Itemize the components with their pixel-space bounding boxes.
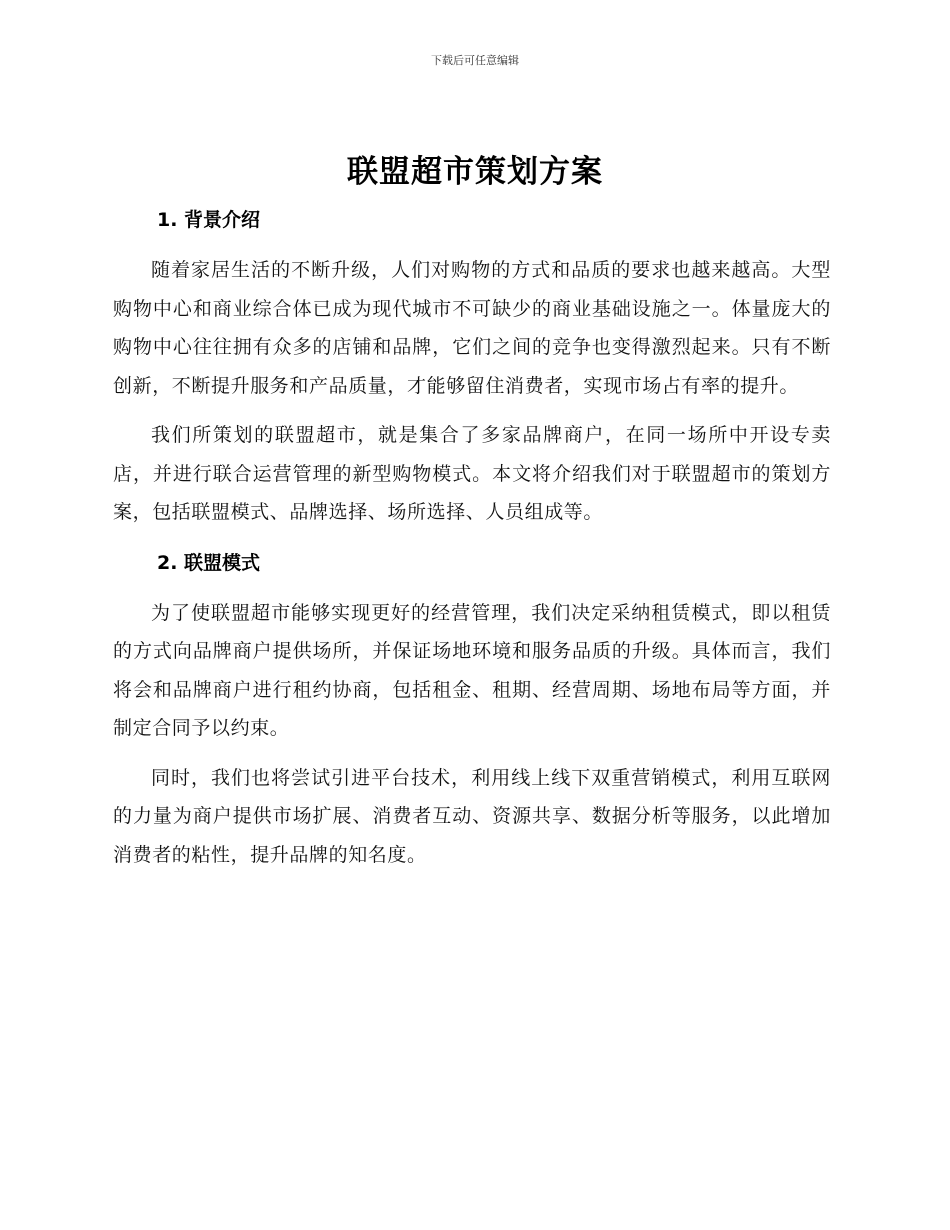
page-header-note: 下载后可任意编辑 xyxy=(431,54,519,67)
document-title: 联盟超市策划方案 xyxy=(347,154,603,190)
alliance-model-paragraph-2: 同时，我们也将尝试引进平台技术，利用线上线下双重营销模式，利用互联网的力量为商户提供市场扩展、消费者互动、资源共享、数据分析等服务，以此增加消费者的粘性，提升品牌的知名度。 xyxy=(113,766,831,866)
background-paragraph-1: 随着家居生活的不断升级，人们对购物的方式和品质的要求也越来越高。大型购物中心和商业综合体已成为现代城市不可缺少的商业基础设施之一。体量庞大的购物中心往往拥有众多的店铺和品牌，它们之间的竞争也变得激烈起来。只有不断创新，不断提升服务和产品质量，才能够留住消费者，实现市场占有率的提升。 xyxy=(113,259,831,397)
alliance-model-paragraph-1: 为了使联盟超市能够实现更好的经营管理，我们决定采纳租赁模式，即以租赁的方式向品牌商户提供场所，并保证场地环境和服务品质的升级。具体而言，我们将会和品牌商户进行租约协商，包括租金、租期、经营周期、场地布局等方面，并制定合同予以约束。 xyxy=(113,601,831,739)
background-paragraph-2: 我们所策划的联盟超市，就是集合了多家品牌商户，在同一场所中开设专卖店，并进行联合运营管理的新型购物模式。本文将介绍我们对于联盟超市的策划方案，包括联盟模式、品牌选择、场所选择、人员组成等。 xyxy=(113,424,831,523)
section-heading-alliance-model: 2. 联盟模式 xyxy=(157,551,261,574)
section-heading-background: 1. 背景介绍 xyxy=(157,209,261,231)
document-body xyxy=(113,200,831,874)
